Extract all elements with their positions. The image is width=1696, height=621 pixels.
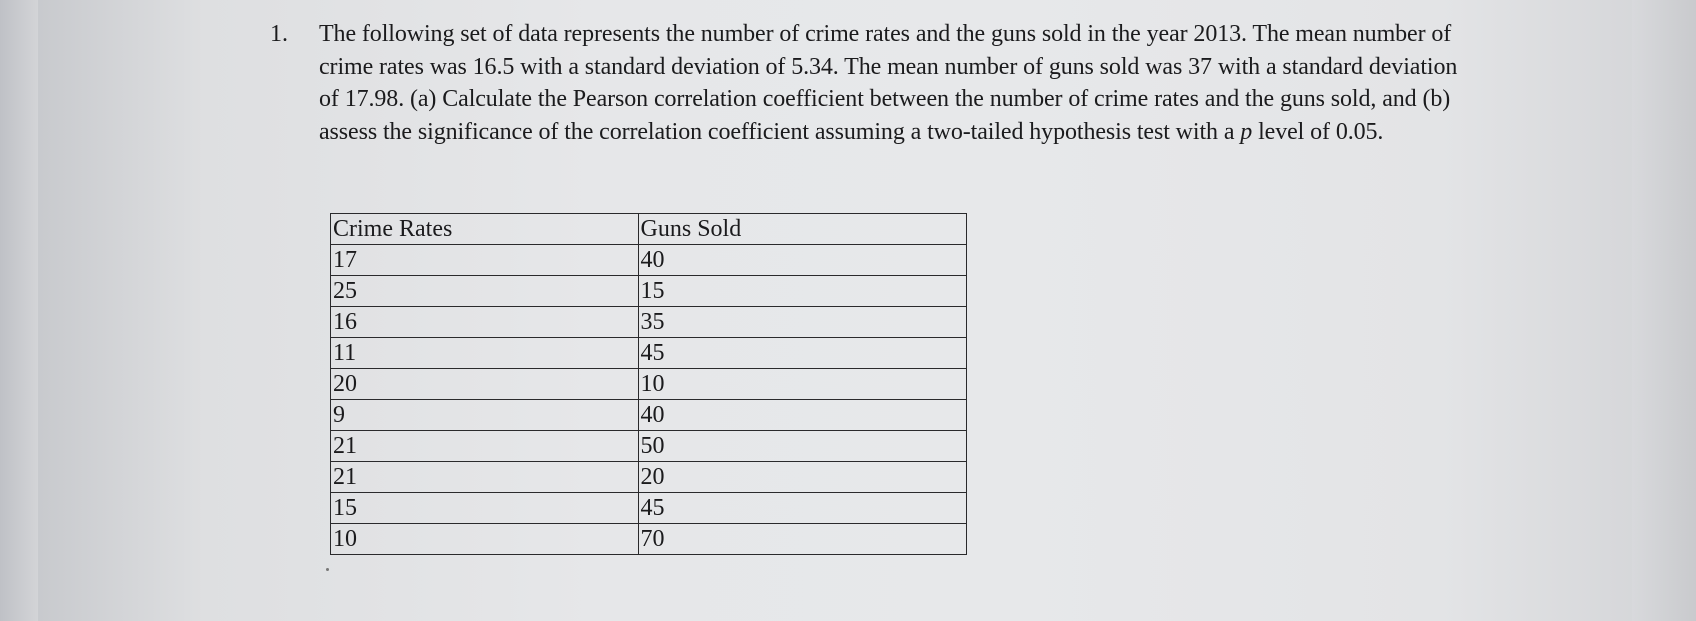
- guns-sold-cell: 40: [638, 245, 966, 276]
- guns-sold-cell: 45: [638, 338, 966, 369]
- table-row: [331, 307, 967, 338]
- table-row: [331, 462, 967, 493]
- table-row: [331, 493, 967, 524]
- header-guns-sold: Guns Sold: [638, 214, 966, 245]
- crime-rate-cell: 20: [331, 369, 639, 400]
- question-text-end: level of 0.05.: [1252, 118, 1384, 145]
- page-right-edge: [1632, 0, 1696, 621]
- table-row: [331, 431, 967, 462]
- header-crime-rates: Crime Rates: [331, 214, 639, 245]
- table-row: [331, 524, 967, 555]
- crime-rate-cell: 16: [331, 307, 639, 338]
- table-header-row: [331, 214, 967, 245]
- crime-rate-cell: 21: [331, 462, 639, 493]
- table-row: [331, 245, 967, 276]
- question-text: [319, 18, 1479, 148]
- table-row: [331, 369, 967, 400]
- table-row: [331, 276, 967, 307]
- crime-rate-cell: 25: [331, 276, 639, 307]
- guns-sold-cell: 50: [638, 431, 966, 462]
- p-variable: p: [1240, 118, 1253, 145]
- table-row: [331, 338, 967, 369]
- question-text-main: The following set of data represents the number of crime rates and the guns sold in the year 2013. The mean number of crime rates was 16.5 with a standard deviation of 5.34. The mean number of guns sold was 37 with a standard deviation of 17.98. (a) Calculate the Pearson correlation coefficient between the number of crime rates and the guns sold, and (b) assess the significance of the correlation coefficient assuming a two-tailed hypothesis test with a: [319, 21, 1458, 145]
- guns-sold-cell: 45: [638, 493, 966, 524]
- crime-rate-cell: 21: [331, 431, 639, 462]
- crime-rate-cell: 11: [331, 338, 639, 369]
- guns-sold-cell: 20: [638, 462, 966, 493]
- guns-sold-cell: 15: [638, 276, 966, 307]
- crime-rate-cell: 15: [331, 493, 639, 524]
- crime-rate-cell: 10: [331, 524, 639, 555]
- crime-rate-cell: 9: [331, 400, 639, 431]
- guns-sold-cell: 70: [638, 524, 966, 555]
- guns-sold-cell: 10: [638, 369, 966, 400]
- guns-sold-cell: 40: [638, 400, 966, 431]
- table-row: [331, 400, 967, 431]
- crime-rate-cell: 17: [331, 245, 639, 276]
- guns-sold-cell: 35: [638, 307, 966, 338]
- data-table: [330, 213, 967, 555]
- page-speck: [326, 568, 329, 571]
- page-left-edge: [0, 0, 38, 621]
- question-number: 1.: [270, 21, 288, 47]
